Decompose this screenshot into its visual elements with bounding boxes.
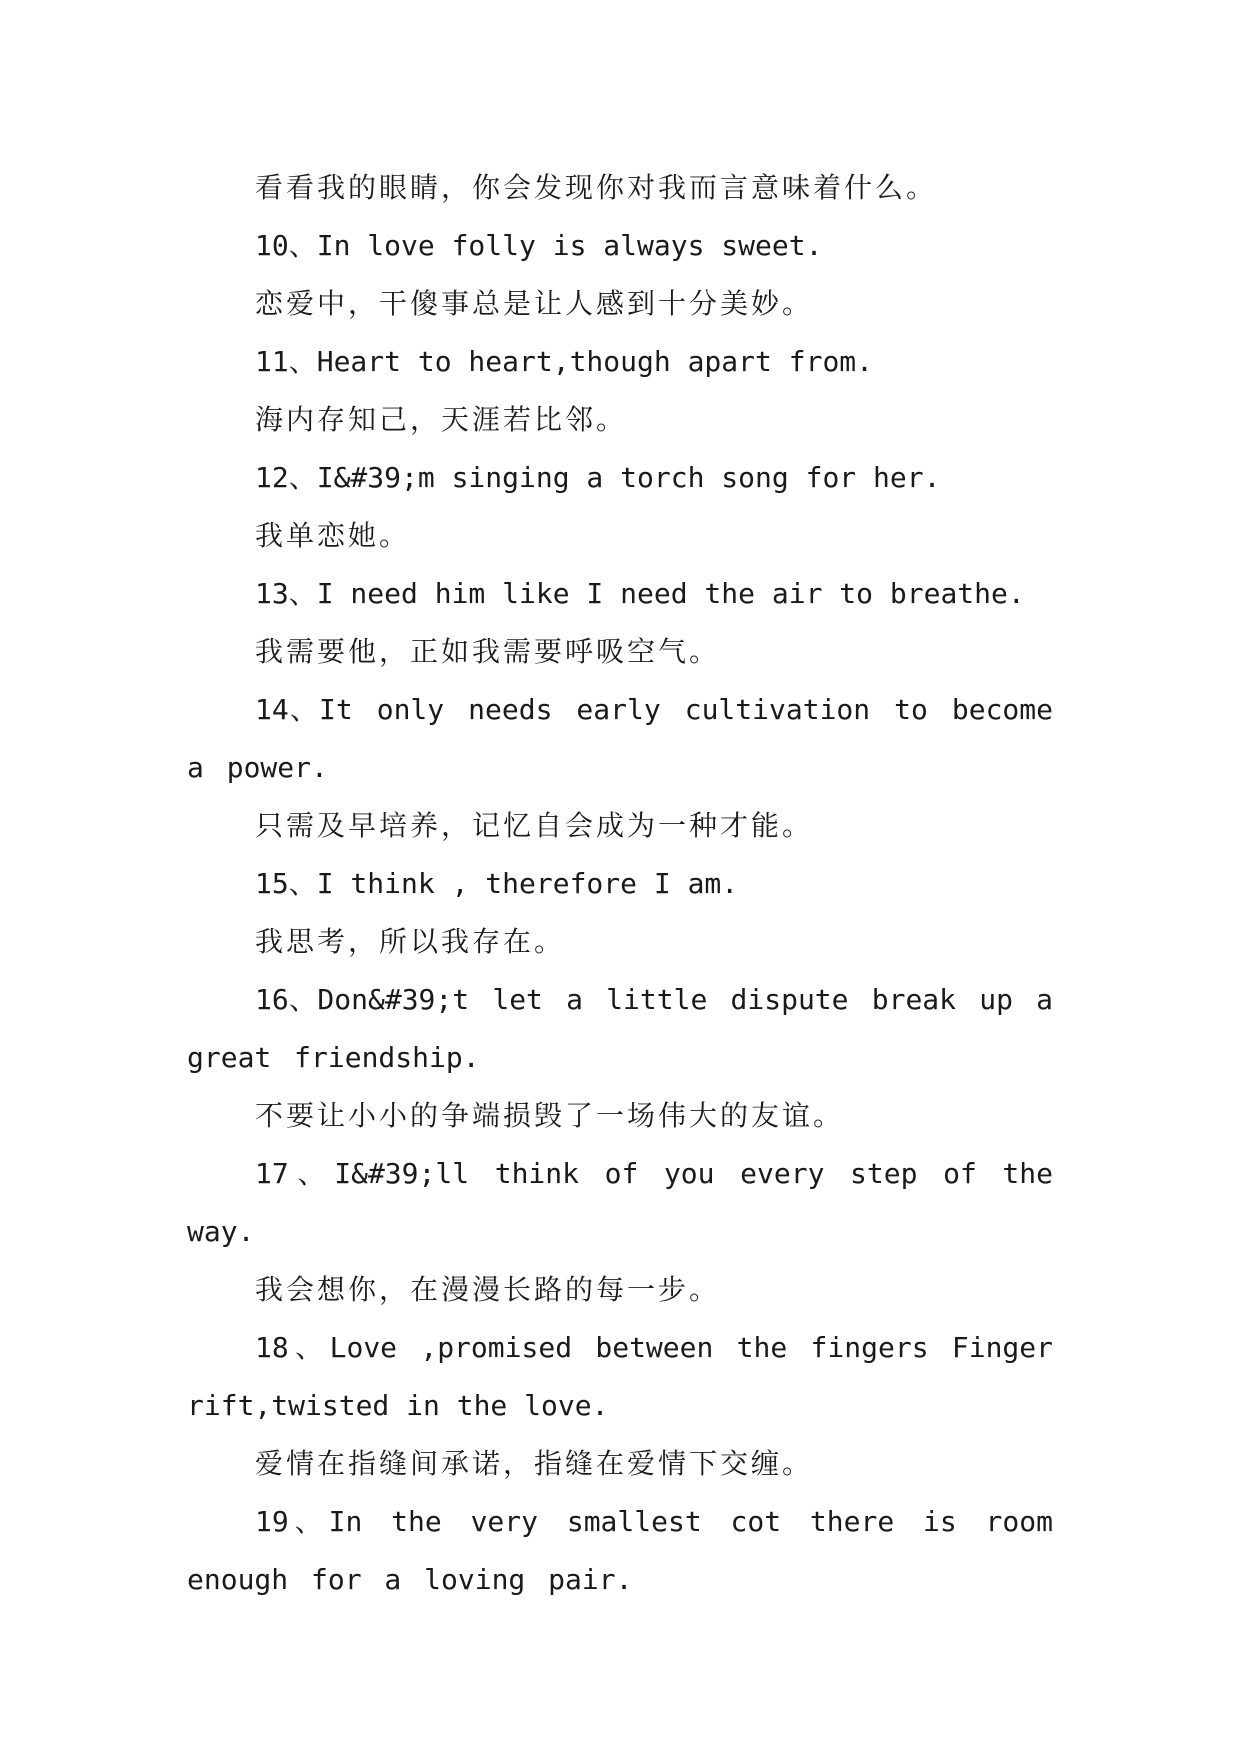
paragraph-en: 15、I think , therefore I am.	[255, 867, 739, 900]
paragraph-en: 12、I&#39;m singing a torch song for her.	[255, 461, 941, 494]
paragraph-cn: 我需要他，正如我需要呼吸空气。	[255, 635, 721, 668]
paragraph-cn: 看看我的眼睛，你会发现你对我而言意味着什么。	[255, 171, 938, 204]
paragraph-cn: 海内存知己，天涯若比邻。	[255, 403, 628, 436]
paragraph-en: 18、Love ,promised between the fingers Finger rift,twisted in the love.	[187, 1331, 1070, 1422]
document-body	[187, 159, 1076, 1609]
paragraph-en: 13、I need him like I need the air to breathe.	[255, 577, 1025, 610]
paragraph-en: 14、It only needs early cultivation to become a power.	[187, 693, 1076, 784]
paragraph-en: 11、Heart to heart,though apart from.	[255, 345, 874, 378]
paragraph-cn: 不要让小小的争端损毁了一场伟大的友谊。	[255, 1099, 845, 1132]
paragraph-en: 19、In the very smallest cot there is room enough for a loving pair.	[187, 1505, 1076, 1596]
paragraph-en: 10、In love folly is always sweet.	[255, 229, 823, 262]
paragraph-cn: 恋爱中，干傻事总是让人感到十分美妙。	[255, 287, 814, 320]
paragraph-cn: 只需及早培养，记忆自会成为一种才能。	[255, 809, 814, 842]
paragraph-cn: 爱情在指缝间承诺，指缝在爱情下交缠。	[255, 1447, 814, 1480]
paragraph-cn: 我会想你，在漫漫长路的每一步。	[255, 1273, 721, 1306]
paragraph-cn: 我单恋她。	[255, 519, 411, 552]
paragraph-en: 17、I&#39;ll think of you every step of the way.	[187, 1157, 1070, 1248]
paragraph-cn: 我思考，所以我存在。	[255, 925, 566, 958]
paragraph-en: 16、Don&#39;t let a little dispute break up a great friendship.	[187, 983, 1076, 1074]
